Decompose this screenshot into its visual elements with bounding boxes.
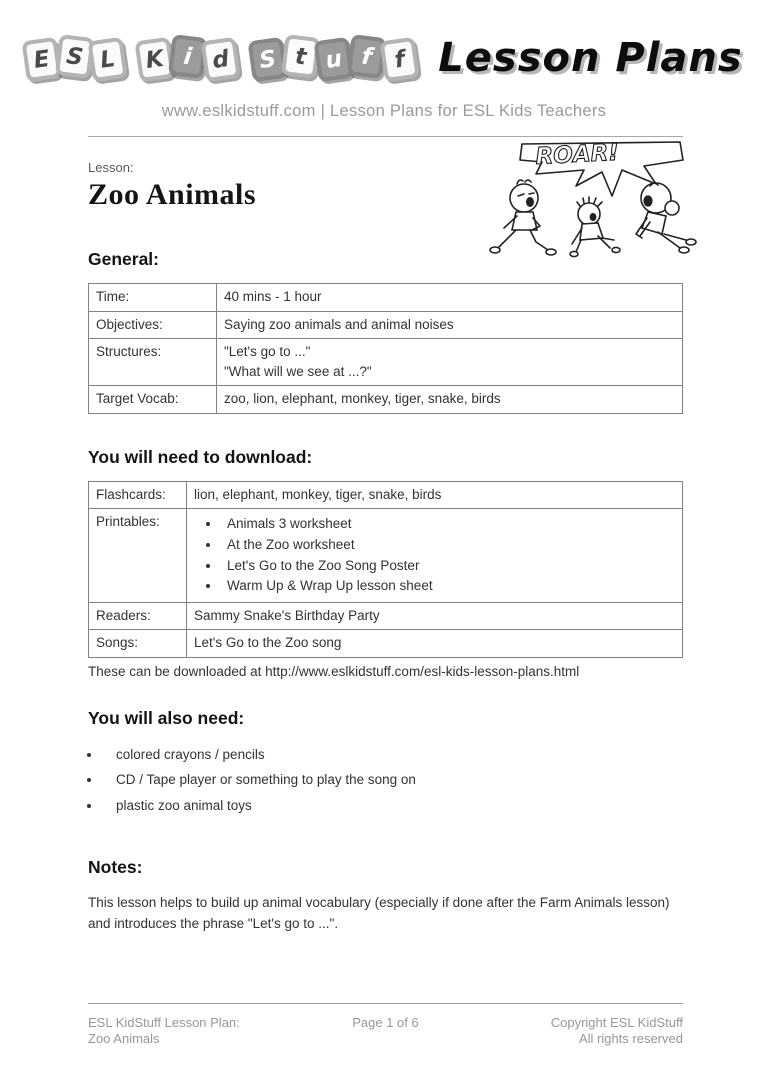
page-header [0, 0, 768, 137]
row-label: Songs: [89, 630, 187, 658]
footer-rights: All rights reserved [578, 1031, 683, 1047]
kid-middle [570, 197, 620, 257]
table-row-structures [89, 339, 683, 386]
header-divider [88, 136, 683, 137]
logo-tile: K [135, 36, 175, 81]
printables-list [194, 514, 672, 595]
structure-line: "What will we see at ...?" [224, 363, 372, 379]
structure-line: "Let's go to ..." [224, 344, 311, 360]
footer-plan-title: Zoo Animals [88, 1031, 160, 1047]
row-value: Saying zoo animals and animal noises [217, 311, 683, 339]
list-item: • At the Zoo worksheet [221, 535, 672, 555]
row-label: Target Vocab: [89, 386, 217, 414]
logo-tile: E [22, 36, 62, 81]
logo-lesson-plans-text: Lesson Plans [438, 35, 743, 81]
footer-copyright: Copyright ESL KidStuff [550, 1015, 683, 1030]
list-item: • CD / Tape player or something to play the song on [102, 770, 683, 790]
logo-word-esl [25, 38, 124, 79]
row-value: zoo, lion, elephant, monkey, tiger, snake, birds [217, 386, 683, 414]
general-heading: General: [88, 249, 159, 269]
table-row-time [89, 284, 683, 312]
list-item: • plastic zoo animal toys [102, 796, 683, 816]
row-label: Printables: [89, 509, 187, 602]
logo-tile: t [281, 34, 321, 79]
logo-tile: u [314, 36, 354, 81]
download-heading: You will need to download: [88, 446, 313, 467]
row-value: Sammy Snake's Birthday Party [187, 602, 683, 630]
roar-kids-illustration [484, 140, 700, 268]
roar-text: ROAR! [534, 140, 620, 170]
table-row-target-vocab [89, 386, 683, 414]
logo-tile: f [380, 36, 420, 81]
table-row-songs [89, 630, 683, 658]
logo-word-stuff [251, 38, 416, 79]
list-item: • colored crayons / pencils [102, 745, 683, 765]
logo-letter-tiles [25, 38, 416, 79]
logo-tile: i [168, 34, 208, 79]
row-label: Structures: [89, 339, 217, 386]
row-label: Time: [89, 284, 217, 312]
logo-tile: d [201, 36, 241, 81]
logo-tile: S [55, 34, 95, 79]
row-value: Let's Go to the Zoo song [187, 630, 683, 658]
logo-tile: L [88, 36, 128, 81]
page-title: Zoo Animals [88, 178, 257, 211]
footer-plan-label: ESL KidStuff Lesson Plan: [88, 1015, 240, 1030]
logo-word-kid [138, 38, 237, 79]
table-row-printables [89, 509, 683, 602]
general-table [88, 283, 683, 414]
footer-page-number: Page 1 of 6 [352, 1015, 419, 1030]
row-value [217, 339, 683, 386]
table-row-readers [89, 602, 683, 630]
notes-heading: Notes: [88, 857, 143, 878]
table-row-objectives [89, 311, 683, 339]
also-need-heading: You will also need: [88, 707, 245, 728]
footer-right [485, 1015, 683, 1048]
page-footer [88, 1003, 683, 1048]
kid-right [636, 183, 696, 253]
footer-left [88, 1015, 286, 1048]
esl-kidstuff-logo [0, 24, 768, 92]
row-label: Readers: [89, 602, 187, 630]
notes-body: This lesson helps to build up animal vocabulary (especially if done after the Farm Animals lesson) and introduces the phrase "Let's go to ...". [88, 895, 670, 932]
list-item: • Let's Go to the Zoo Song Poster [221, 556, 672, 576]
kid-left [490, 180, 556, 255]
row-value: 40 mins - 1 hour [217, 284, 683, 312]
download-table [88, 481, 683, 658]
logo-tile: S [248, 36, 288, 81]
list-item: • Animals 3 worksheet [221, 514, 672, 534]
list-item: • Warm Up & Wrap Up lesson sheet [221, 576, 672, 596]
also-need-list [88, 745, 683, 816]
logo-tile: f [347, 34, 387, 79]
table-row-flashcards [89, 481, 683, 509]
row-label: Objectives: [89, 311, 217, 339]
row-value: lion, elephant, monkey, tiger, snake, birds [187, 481, 683, 509]
site-tagline: www.eslkidstuff.com | Lesson Plans for ESL Kids Teachers [161, 102, 607, 120]
page-content [88, 160, 683, 935]
lesson-label: Lesson: [88, 160, 134, 175]
row-label: Flashcards: [89, 481, 187, 509]
download-url-note: These can be downloaded at http://www.eslkidstuff.com/esl-kids-lesson-plans.html [88, 663, 580, 679]
row-value [187, 509, 683, 602]
